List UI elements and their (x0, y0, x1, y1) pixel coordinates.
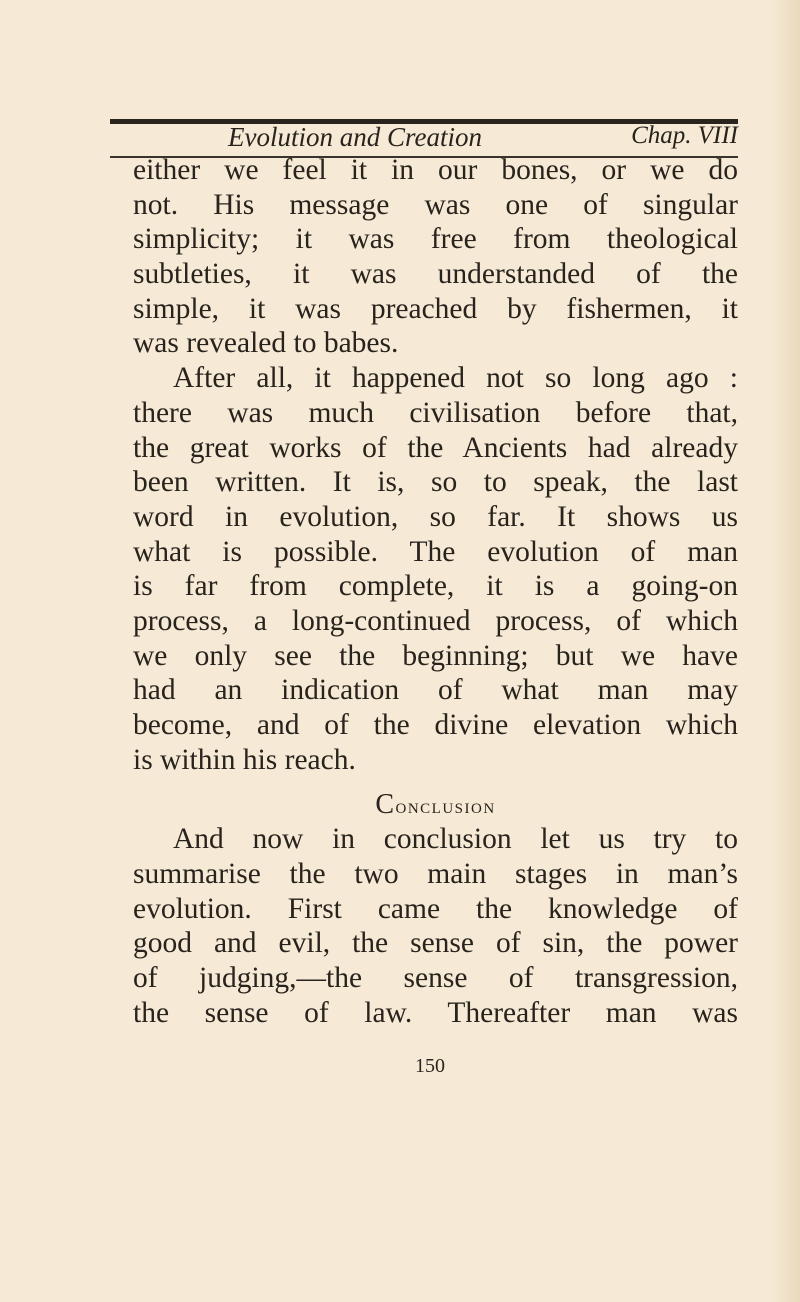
text-line: we only see the beginning; but we have (133, 639, 738, 672)
text-line: there was much civilisation before that, (133, 396, 738, 429)
text-line: either we feel it in our bones, or we do (133, 154, 738, 186)
page-edge-shadow (770, 0, 800, 1302)
running-header (110, 120, 738, 156)
text-line: word in evolution, so far. It shows us (133, 500, 738, 533)
text-line: become, and of the divine elevation which (133, 709, 738, 741)
text-line: simplicity; it was free from theological (133, 223, 738, 256)
text-line: process, a long-continued process, of which (133, 604, 738, 637)
text-line: what is possible. The evolution of man (133, 535, 738, 568)
page-body (133, 153, 738, 1031)
text-line: simple, it was preached by fishermen, it (133, 292, 738, 325)
text-line: of judging,—the sense of transgression, (133, 962, 738, 995)
text-line: is within his reach. (133, 743, 356, 776)
paragraph-1 (133, 153, 738, 361)
text-line: the sense of law. Thereafter man was (133, 996, 738, 1029)
text-line: good and evil, the sense of sin, the power (133, 927, 738, 960)
text-line: was revealed to babes. (133, 327, 399, 360)
text-line: been written. It is, so to speak, the last (133, 466, 738, 499)
paragraph-2 (133, 361, 738, 777)
section-heading: Conclusion (375, 789, 496, 821)
chapter-label: Chap. VIII (631, 122, 738, 149)
text-line: had an indication of what man may (133, 674, 738, 707)
text-line: And now in conclusion let us try to (173, 823, 738, 856)
text-line: evolution. First came the knowledge of (133, 892, 738, 925)
text-line: summarise the two main stages in man’s (133, 858, 738, 891)
page-number: 150 (415, 1055, 445, 1077)
text-line: After all, it happened not so long ago : (173, 362, 738, 395)
text-line: is far from complete, it is a going-on (133, 570, 738, 603)
text-line: not. His message was one of singular (133, 188, 738, 221)
text-line: subtleties, it was understanded of the (133, 258, 738, 291)
paragraph-3 (133, 822, 738, 1030)
text-line: the great works of the Ancients had already (133, 431, 738, 464)
running-title: Evolution and Creation (228, 122, 482, 152)
